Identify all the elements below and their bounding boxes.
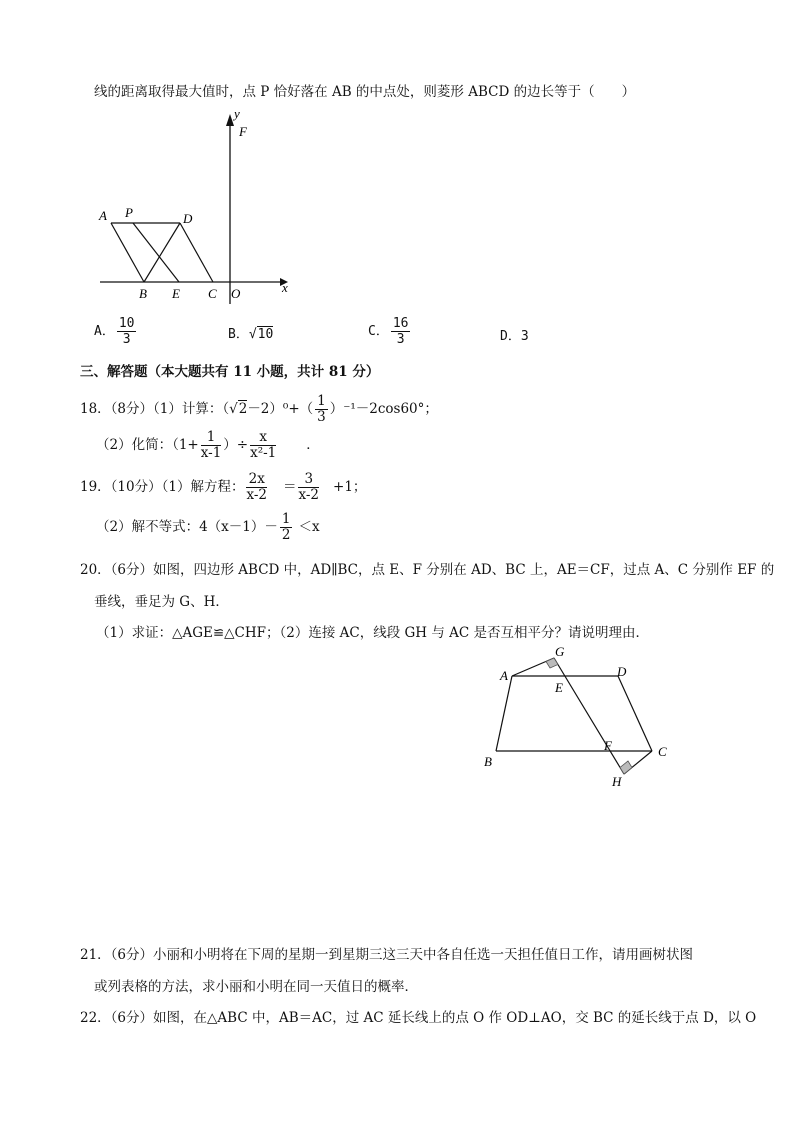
option-D: D．3	[500, 329, 529, 344]
label-P: P	[125, 205, 133, 220]
y-axis-arrow	[226, 114, 234, 126]
label-E: E	[555, 680, 563, 695]
label-G: G	[555, 644, 565, 659]
q17-figure	[96, 104, 296, 310]
q18-part1: 18．（8分）（1）计算：（√2－2）⁰+（ $\frac{1}{3}$ ）⁻¹－2cos60°；	[80, 393, 438, 425]
section-heading: 三、解答题（本大题共有 11 小题，共计 81 分）	[80, 364, 380, 380]
right-angle-G	[546, 658, 558, 668]
label-F: F	[604, 738, 612, 753]
label-y: y	[234, 106, 240, 121]
label-H: H	[612, 774, 622, 789]
segment-PE	[133, 223, 179, 282]
q19-part1: 19．（10分）（1）解方程： $\frac{2x}{x-2}$ ＝ $\frac{3}{x-2}$ +1；	[80, 471, 367, 503]
q22-line1: 22．（6分）如图，在△ABC 中，AB＝AC，过 AC 延长线上的点 O 作 OD⊥AO，交 BC 的延长线于点 D，以 O	[80, 1010, 757, 1026]
label-C: C	[208, 286, 217, 301]
side-DC	[180, 223, 213, 282]
q18-part2: （2）化简：（1+ $\frac{1}{x-1}$ ）÷ $\frac{x}{\text{x²-1}}$ ．	[96, 429, 320, 461]
diag-BD	[144, 223, 180, 282]
side-AB	[111, 223, 144, 282]
q17-tail-text: 线的距离取得最大值时，点 P 恰好落在 AB 的中点处，则菱形 ABCD 的边长等于（ ）	[94, 84, 636, 100]
label-C: C	[658, 744, 667, 759]
option-A: A． $\frac{10}{3}$	[94, 316, 135, 347]
q20-line1: 20．（6分）如图，四边形 ABCD 中，AD∥BC，点 E、F 分别在 AD、BC 上，AE＝CF，过点 A、C 分别作 EF 的	[80, 562, 775, 578]
option-B: B．√10	[228, 327, 274, 342]
label-B: B	[484, 754, 492, 769]
side-AB	[496, 676, 512, 751]
label-O: O	[231, 286, 241, 301]
q20-figure	[478, 640, 678, 790]
q20-line3: （1）求证：△AGE≌△CHF；（2）连接 AC，线段 GH 与 AC 是否互相平分？请说明理由．	[96, 625, 650, 641]
label-B: B	[139, 286, 147, 301]
option-C: C． $\frac{16}{3}$	[368, 316, 409, 347]
label-D: D	[617, 664, 627, 679]
label-F: F	[239, 124, 247, 139]
label-x: x	[282, 280, 288, 295]
label-D: D	[183, 211, 193, 226]
right-angle-H	[620, 761, 632, 774]
side-DC	[618, 676, 652, 751]
q20-line2: 垂线，垂足为 G、H．	[94, 594, 229, 610]
q21-line1: 21．（6分）小丽和小明将在下周的星期一到星期三这三天中各自任选一天担任值日工作，请用画树状图	[80, 947, 694, 963]
label-E: E	[172, 286, 180, 301]
q21-line2: 或列表格的方法，求小丽和小明在同一天值日的概率．	[94, 979, 418, 995]
q19-part2: （2）解不等式：4（x－1）－ $\frac{1}{2}$ ＜x	[96, 511, 320, 543]
label-A: A	[99, 208, 107, 223]
label-A: A	[500, 668, 508, 683]
